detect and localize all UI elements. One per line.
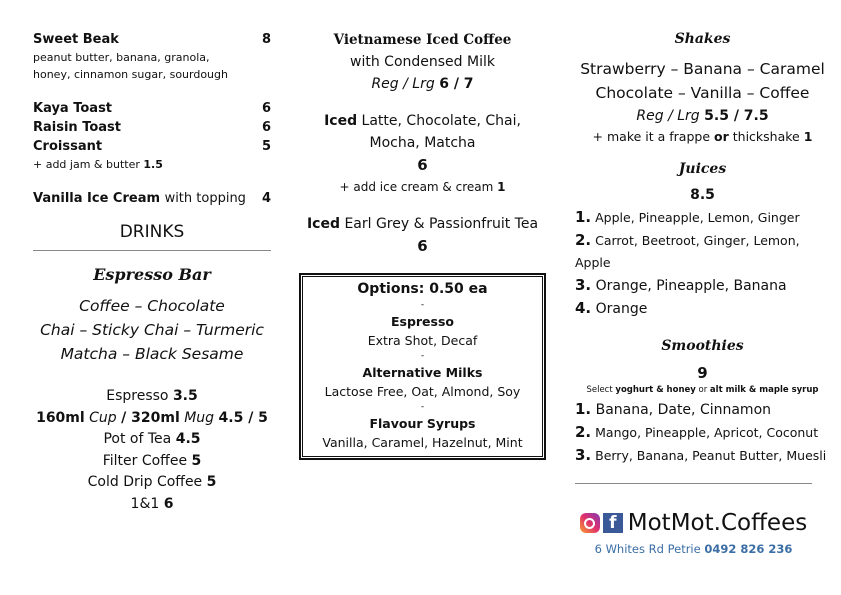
- espresso-prices: Espresso 3.5 160ml Cup / 320ml Mug 4.5 / 5 Pot of Tea 4.5 Filter Coffee 5 Cold Drip Coffee 5 1&1 6: [36, 388, 268, 512]
- left-column: [33, 0, 271, 515]
- brand-name: MotMot.Coffees: [627, 510, 808, 536]
- menu-item: Kaya Toast 6: [33, 101, 271, 116]
- smoothie-list: 1. Banana, Date, Cinnamon 2. Mango, Pineapple, Apricot, Coconut 3. Berry, Banana, Peanut Butter, Muesli: [575, 400, 827, 464]
- ice-cream: Vanilla Ice Cream with topping 4: [33, 191, 271, 206]
- divider: [33, 250, 271, 251]
- middle-column: [300, 0, 545, 459]
- espresso-bar-heading: Espresso Bar: [93, 265, 211, 284]
- right-column: [575, 0, 830, 556]
- smoothie-price: 9: [697, 364, 708, 382]
- drinks-heading: DRINKS: [119, 222, 185, 242]
- espresso-lines: Coffee – Chocolate Chai – Sticky Chai – Turmeric Matcha – Black Sesame: [40, 297, 264, 363]
- shakes-heading: Shakes: [674, 31, 731, 47]
- menu-item: Raisin Toast 6: [33, 120, 271, 135]
- instagram-icon[interactable]: [580, 513, 600, 533]
- divider: [575, 483, 812, 484]
- juice-price: 8.5: [690, 187, 715, 203]
- options-box: Options: 0.50 ea - Espresso Extra Shot, Decaf - Alternative Milks Lactose Free, Oat, Almond, Soy - Flavour Syrups Vanilla, Caramel, Hazelnut, Mint: [300, 274, 545, 459]
- iced-tea: Iced Earl Grey & Passionfruit Tea 6: [306, 216, 539, 255]
- smoothies-heading: Smoothies: [661, 338, 744, 354]
- facebook-icon[interactable]: f: [603, 513, 623, 533]
- shakes: Strawberry – Banana – Caramel Chocolate – Vanilla – Coffee Reg / Lrg 5.5 / 7.5 + make it a frappe or thickshake 1: [580, 60, 825, 144]
- addon: + add jam & butter 1.5: [33, 158, 163, 171]
- sweet-beak: [33, 30, 271, 83]
- vietnamese-coffee: Vietnamese Iced Coffee with Condensed Milk Reg / Lrg 6 / 7: [333, 32, 512, 92]
- item-desc: peanut butter, banana, granola, honey, cinnamon sugar, sourdough: [33, 51, 228, 81]
- contact: 6 Whites Rd Petrie 0492 826 236: [594, 542, 793, 556]
- menu-item: Croissant 5: [33, 139, 271, 154]
- item-name: Sweet Beak: [33, 32, 119, 47]
- iced-drinks: Iced Latte, Chocolate, Chai, Mocha, Matcha 6 + add ice cream & cream 1: [324, 113, 521, 194]
- item-price: 8: [261, 32, 271, 47]
- juices-heading: Juices: [678, 161, 727, 177]
- brand: [575, 510, 812, 536]
- smoothie-select: Select yoghurt & honey or alt milk & maple syrup: [586, 385, 819, 395]
- juice-list: 1. Apple, Pineapple, Lemon, Ginger 2. Carrot, Beetroot, Ginger, Lemon, Apple 3. Orange, Pineapple, Banana 4. Orange: [575, 208, 800, 317]
